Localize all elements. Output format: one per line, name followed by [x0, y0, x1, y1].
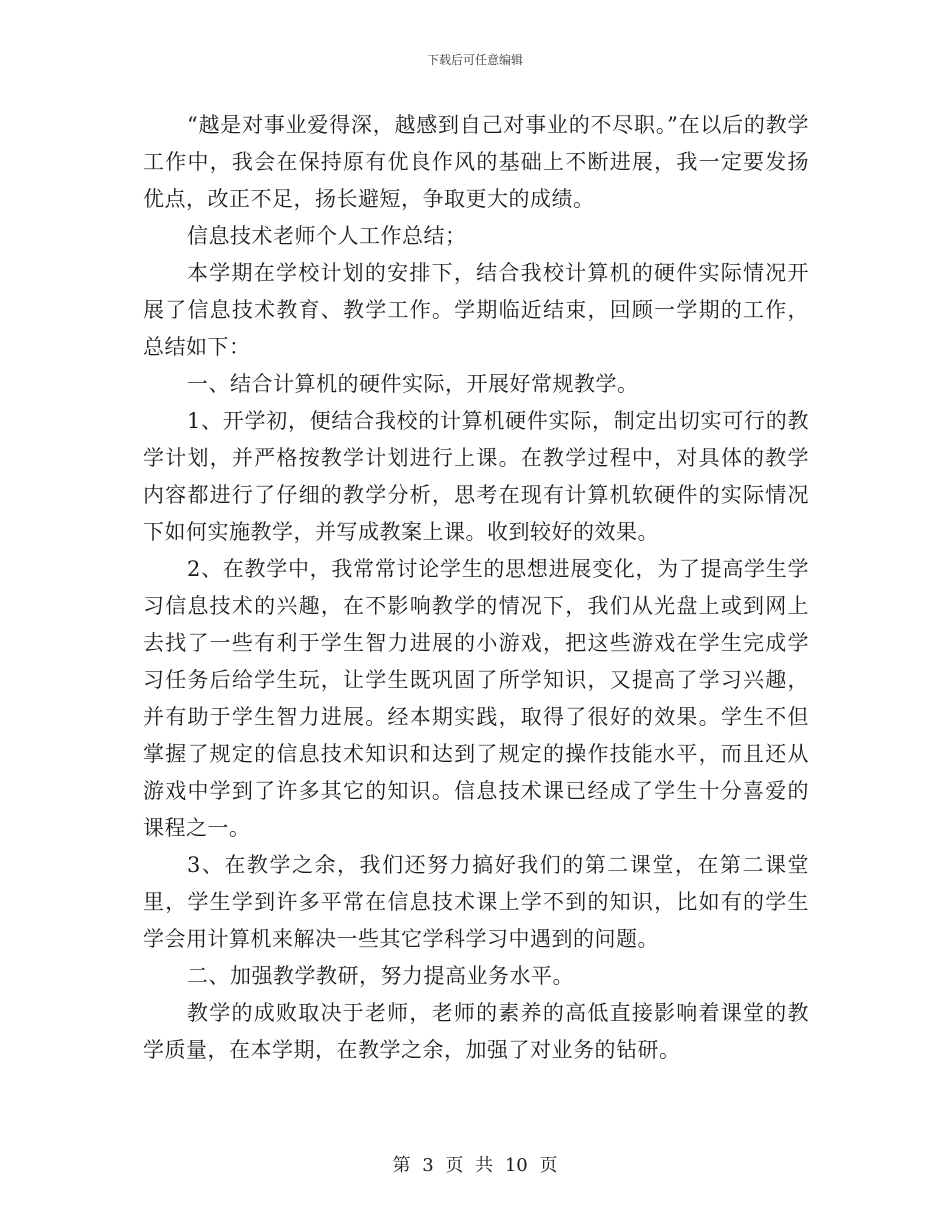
paragraph-closing-quote: “越是对事业爱得深，越感到自己对事业的不尽职。”在以后的教学工作中，我会在保持原有优良作风的基础上不断进展，我一定要发扬优点，改正不足，扬长避短，争取更大的成绩。: [143, 113, 809, 211]
paragraph-item-2: 2、在教学中，我常常讨论学生的思想进展变化，为了提高学生学习信息技术的兴趣，在不影响教学的情况下，我们从光盘上或到网上去找了一些有利于学生智力进展的小游戏，把这些游戏在学生完成学习任务后给学生玩，让学生既巩固了所学知识，又提高了学习兴趣，并有助于学生智力进展。经本期实践，取得了很好的效果。学生不但掌握了规定的信息技术知识和达到了规定的操作技能水平，而且还从游戏中学到了许多其它的知识。信息技术课已经成了学生十分喜爱的课程之一。: [143, 557, 809, 840]
page-header-note: 下载后可任意编辑: [426, 53, 523, 67]
paragraph-intro: 本学期在学校计划的安排下，结合我校计算机的硬件实际情况开展了信息技术教育、教学工作。学期临近结束，回顾一学期的工作，总结如下：: [143, 261, 809, 359]
paragraph-part-two: 教学的成败取决于老师，老师的素养的高低直接影响着课堂的教学质量，在本学期，在教学之余，加强了对业务的钻研。: [143, 1001, 809, 1062]
page-number-footer: 第 3 页 共 10 页: [392, 1155, 558, 1176]
paragraph-item-1: 1、开学初，便结合我校的计算机硬件实际，制定出切实可行的教学计划，并严格按教学计划进行上课。在教学过程中，对具体的教学内容都进行了仔细的教学分析，思考在现有计算机软硬件的实际情况下如何实施教学，并写成教案上课。收到较好的效果。: [143, 409, 809, 544]
paragraph-item-3: 3、在教学之余，我们还努力搞好我们的第二课堂，在第二课堂里，学生学到许多平常在信息技术课上学不到的知识，比如有的学生学会用计算机来解决一些其它学科学习中遇到的问题。: [143, 853, 809, 951]
section-title: 信息技术老师个人工作总结；: [187, 224, 467, 248]
heading-part-two: 二、加强教学教研，努力提高业务水平。: [187, 964, 574, 988]
document-body: [143, 107, 809, 1069]
heading-part-one: 一、结合计算机的硬件实际，开展好常规教学。: [187, 372, 639, 396]
